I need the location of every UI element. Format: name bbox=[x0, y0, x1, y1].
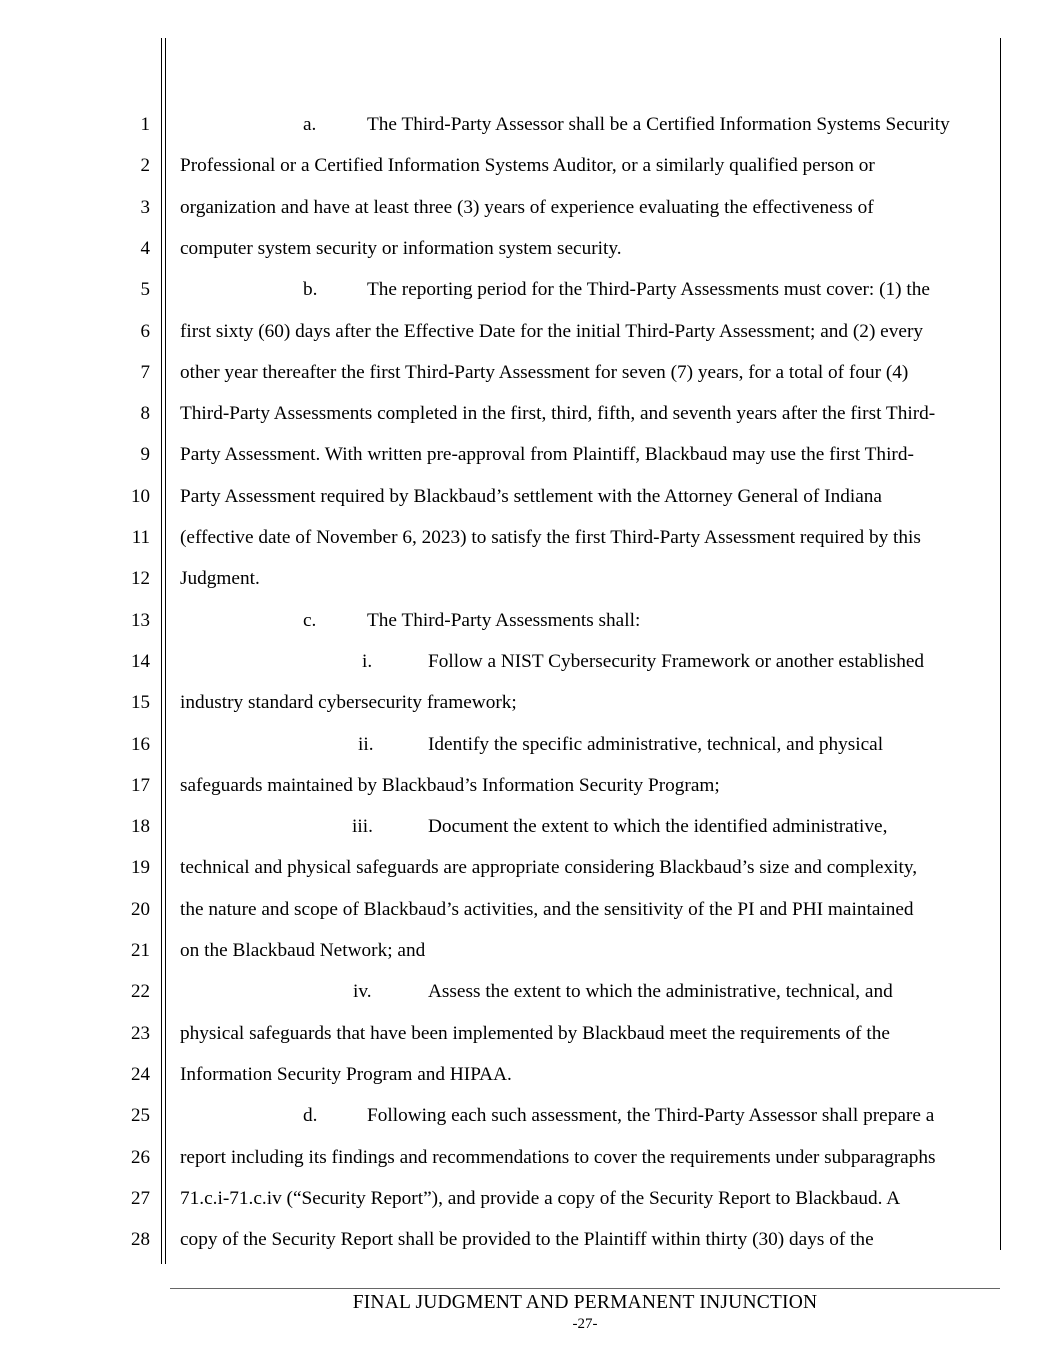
list-marker: b. bbox=[303, 279, 318, 301]
text-line: Party Assessment. With written pre-approval from Plaintiff, Blackbaud may use the first Third- bbox=[180, 444, 914, 466]
text-line: Judgment. bbox=[180, 568, 260, 590]
text-line: Follow a NIST Cybersecurity Framework or another established bbox=[428, 650, 925, 672]
text-line: technical and physical safeguards are appropriate considering Blackbaud’s size and complexity, bbox=[180, 857, 918, 879]
text-line: safeguards maintained by Blackbaud’s Information Security Program; bbox=[180, 774, 720, 796]
line-number: 25 bbox=[131, 1105, 150, 1127]
line-number: 6 bbox=[140, 320, 150, 342]
text-line: physical safeguards that have been implemented by Blackbaud meet the requirements of the bbox=[180, 1022, 890, 1044]
line-number: 10 bbox=[131, 485, 150, 507]
line-number: 5 bbox=[140, 279, 150, 301]
text-line: first sixty (60) days after the Effective Date for the initial Third-Party Assessment; and (2) every bbox=[180, 320, 924, 342]
footer-rule bbox=[170, 1288, 1000, 1289]
text-line: organization and have at least three (3) years of experience evaluating the effectiveness of bbox=[180, 196, 874, 218]
text-line: computer system security or information system security. bbox=[180, 237, 622, 259]
footer-title: FINAL JUDGMENT AND PERMANENT INJUNCTION bbox=[352, 1292, 818, 1313]
text-line: The Third-Party Assessments shall: bbox=[367, 609, 641, 631]
line-number: 26 bbox=[131, 1146, 150, 1168]
line-number: 14 bbox=[131, 650, 150, 672]
left-margin-rule-inner bbox=[165, 38, 166, 1264]
right-margin-rule bbox=[1000, 38, 1001, 1250]
text-line: Identify the specific administrative, technical, and physical bbox=[428, 733, 884, 755]
text-line: Third-Party Assessments completed in the first, third, fifth, and seventh years after the first Third- bbox=[180, 403, 936, 425]
line-number: 11 bbox=[131, 527, 150, 548]
line-number: 12 bbox=[131, 568, 150, 590]
line-number: 28 bbox=[131, 1229, 150, 1251]
page-number: -27- bbox=[572, 1316, 598, 1332]
text-line: (effective date of November 6, 2023) to satisfy the first Third-Party Assessment required by this bbox=[180, 527, 921, 548]
line-number: 3 bbox=[140, 196, 150, 218]
list-marker: ii. bbox=[358, 733, 374, 755]
line-number: 17 bbox=[131, 774, 150, 796]
line-number: 13 bbox=[131, 609, 150, 631]
text-line: on the Blackbaud Network; and bbox=[180, 940, 426, 961]
text-line: report including its findings and recommendations to cover the requirements under subparagraphs bbox=[180, 1146, 936, 1168]
text-line: other year thereafter the first Third-Party Assessment for seven (7) years, for a total of four (4) bbox=[180, 361, 909, 383]
line-number: 7 bbox=[140, 361, 150, 383]
line-number: 24 bbox=[131, 1063, 150, 1085]
text-line: Document the extent to which the identified administrative, bbox=[428, 816, 888, 838]
list-marker: iv. bbox=[353, 981, 372, 1003]
text-line: The Third-Party Assessor shall be a Certified Information Systems Security bbox=[367, 114, 950, 135]
line-number: 1 bbox=[140, 114, 150, 135]
list-marker: a. bbox=[303, 114, 317, 135]
text-line: The reporting period for the Third-Party Assessments must cover: (1) the bbox=[367, 279, 930, 301]
text-line: Professional or a Certified Information Systems Auditor, or a similarly qualified person or bbox=[180, 155, 875, 177]
text-line: Following each such assessment, the Third-Party Assessor shall prepare a bbox=[367, 1105, 935, 1127]
list-marker: i. bbox=[362, 650, 373, 672]
line-number: 27 bbox=[131, 1187, 150, 1209]
text-line: 71.c.i-71.c.iv (“Security Report”), and provide a copy of the Security Report to Blackbaud. A bbox=[180, 1187, 901, 1209]
line-number: 18 bbox=[131, 816, 150, 838]
list-marker: c. bbox=[303, 609, 317, 631]
line-number: 9 bbox=[140, 444, 150, 466]
text-line: Assess the extent to which the administrative, technical, and bbox=[428, 981, 893, 1003]
line-number: 21 bbox=[131, 940, 150, 961]
line-number: 19 bbox=[131, 857, 150, 879]
text-line: copy of the Security Report shall be provided to the Plaintiff within thirty (30) days of the bbox=[180, 1229, 874, 1251]
text-line: Party Assessment required by Blackbaud’s settlement with the Attorney General of Indiana bbox=[180, 485, 882, 507]
line-number: 16 bbox=[131, 733, 150, 755]
list-marker: iii. bbox=[352, 816, 373, 838]
line-number: 22 bbox=[131, 981, 150, 1003]
text-line: Information Security Program and HIPAA. bbox=[180, 1063, 512, 1085]
list-marker: d. bbox=[303, 1105, 318, 1127]
line-number: 15 bbox=[131, 692, 150, 714]
text-line: the nature and scope of Blackbaud’s activities, and the sensitivity of the PI and PHI maintained bbox=[180, 898, 914, 920]
text-line: industry standard cybersecurity framework; bbox=[180, 692, 517, 714]
line-number: 8 bbox=[140, 403, 150, 425]
line-number: 20 bbox=[131, 898, 150, 920]
line-number: 4 bbox=[140, 237, 150, 259]
line-number: 23 bbox=[131, 1022, 150, 1044]
left-margin-rule-outer bbox=[161, 38, 162, 1264]
line-number: 2 bbox=[140, 155, 150, 177]
